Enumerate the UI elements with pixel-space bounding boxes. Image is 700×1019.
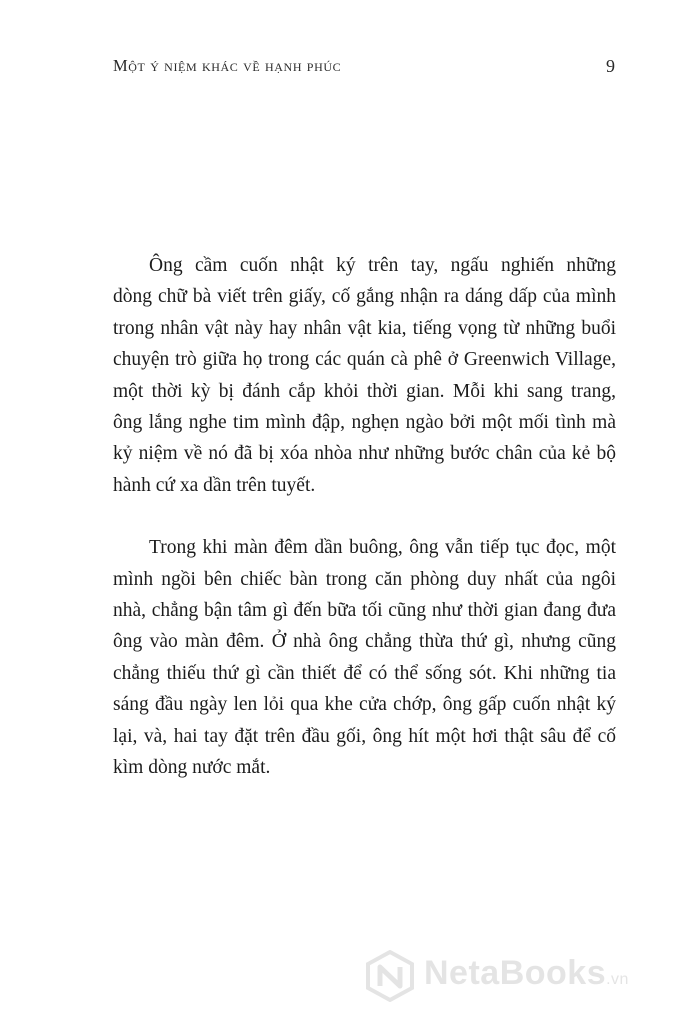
text-line: trong nhân vật này hay nhân vật kia, tiếng vọng từ những buổi	[113, 317, 616, 339]
text-line: sáng đầu ngày len lỏi qua khe cửa chớp, ông gấp cuốn nhật ký	[113, 694, 616, 716]
netabooks-watermark	[364, 948, 694, 1004]
running-title: Một ý niệm khác về hạnh phúc	[113, 56, 342, 75]
body-text	[113, 250, 616, 784]
text-line: nhà, chẳng bận tâm gì đến bữa tối cũng như thời gian đang đưa	[113, 600, 616, 622]
watermark-brand	[424, 954, 629, 993]
paragraph-2	[113, 532, 616, 783]
paragraph-1	[113, 250, 616, 501]
text-line: hành cứ xa dần trên tuyết.	[113, 474, 316, 496]
text-line: kỷ niệm về nó đã bị xóa nhòa như những bước chân của kẻ bộ	[113, 443, 616, 465]
text-line: ông vào màn đêm. Ở nhà ông chẳng thừa thứ gì, nhưng cũng	[113, 631, 616, 653]
running-head	[113, 56, 615, 84]
watermark-brand-name: NetaBooks	[424, 954, 607, 992]
text-line: ông lắng nghe tim mình đập, nghẹn ngào bởi một mối tình mà	[113, 412, 616, 434]
watermark-suffix: .vn	[606, 971, 629, 988]
text-line: chẳng thiếu thứ gì cần thiết để có thể sống sót. Khi những tia	[113, 662, 616, 684]
text-line: Trong khi màn đêm dần buông, ông vẫn tiếp tục đọc, một	[149, 537, 616, 559]
page-number: 9	[606, 56, 615, 76]
text-line: lại, và, hai tay đặt trên đầu gối, ông hít một hơi thật sâu để cố	[113, 725, 616, 747]
text-line: chuyện trò giữa họ trong các quán cà phê ở Greenwich Village,	[113, 349, 616, 371]
text-line: dòng chữ bà viết trên giấy, cố gắng nhận ra dáng dấp của mình	[113, 286, 616, 308]
text-line: Ông cầm cuốn nhật ký trên tay, ngấu nghiến những	[149, 255, 616, 276]
netabooks-logo-icon	[364, 950, 416, 1002]
text-line: kìm dòng nước mắt.	[113, 757, 271, 779]
text-line: mình ngồi bên chiếc bàn trong căn phòng duy nhất của ngôi	[113, 568, 616, 590]
text-line: một thời kỳ bị đánh cắp khỏi thời gian. Mỗi khi sang trang,	[113, 380, 616, 402]
